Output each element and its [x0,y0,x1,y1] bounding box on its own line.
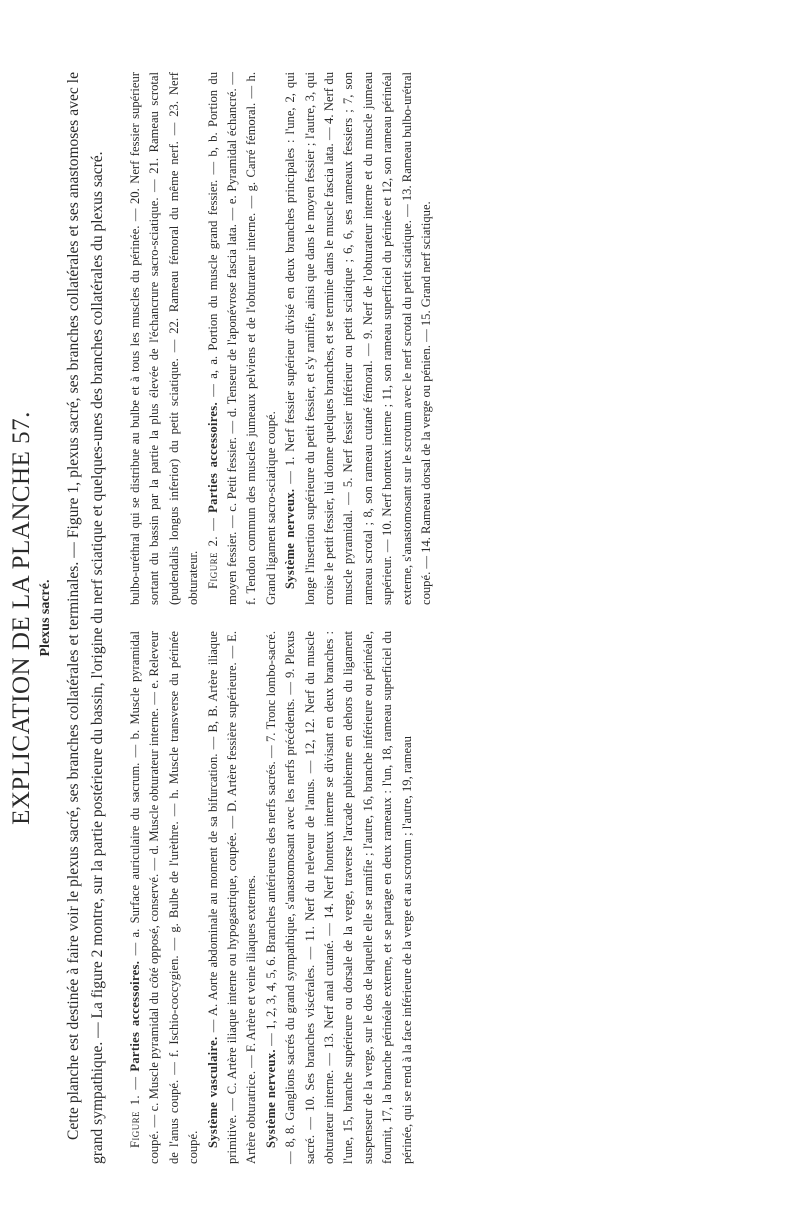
section-heading: Système nerveux. [263,1049,278,1148]
figure-label: Figure 1. [128,1095,142,1148]
page-title: EXPLICATION DE LA PLANCHE 57. [8,411,35,825]
left-column [126,631,437,1164]
two-column-body [126,72,437,1164]
paragraph-text: bulbo-uréthral qui se distribue au bulbe et à tous les muscles du périnée. — 20. Nerf fessier supérieur sortant du bassin par la partie la plus élevée de l'échancrure sacro-sciatique. — 21. Rameau scrotal (pudendalis longus inferior) du petit sciatique. — 22. Rameau fémoral du même nerf. — 23. Nerf obturateur. [128,72,201,605]
fig2-accessory-paragraph: Figure 2. — Parties accessoires. — a, a. Portion du muscle grand fessier. — b, b. Portion du moyen fessier. — c. Petit fessier. — d. Tenseur de l'aponévrose fascia lata. — e. Pyramidal échancré. — f. Tendon commun des muscles jumeaux pelviens et de l'obturateur interne. — g. Carré fémoral. — h. Grand ligament sacro-sciatique coupé. [205,72,278,605]
page-subtitle: Plexus sacré. [38,579,53,657]
section-heading: Parties accessoires. [205,402,220,513]
right-column [126,72,437,605]
fig1-vascular-paragraph [204,631,262,1164]
figure-label: Figure 2. [205,536,220,589]
intro-paragraph: Cette planche est destinée à faire voir le plexus sacré, ses branches collatérales et terminales. — Figure 1, plexus sacré, ses branches collatérales et ses anastomoses avec le grand sympathique. — La figure 2 montre, sur la partie postérieure du bassin, l'origine du nerf sciatique et quelques-unes des branches collatérales du plexus sacré. [65,72,106,1164]
paragraph-text: — 1, 2, 3, 4, 5, 6. Branches antérieures des nerfs sacrés. — 7. Tronc lombo-sacré. — 8, 8. Ganglions sacrés du grand sympathique, s'anastomosant avec les nerfs précédents. — 9. Plexus sacré. — 10. Ses branches viscérales. — 11. Nerf du releveur de l'anus. — 12, 12. Nerf du muscle obturateur interne. — 13. Nerf anal cutané. — 14. Nerf honteux interne se divisant en deux branches : l'une, 15, branche supérieure ou dorsale de la verge, traverse l'arcade pubienne en dehors du ligament suspenseur de la verge, sur le dos de laquelle elle se ramifie ; l'autre, 16, branche inférieure ou périnéale, fournit, 17, la branche périnéale externe, et se partage en deux rameaux : l'un, 18, rameau superficiel du périnée, qui se rend à la face inférieure de la verge et au scrotum ; l'autre, 19, rameau [263,631,414,1164]
section-heading: Système nerveux. [283,488,298,589]
paragraph-text: — a. Surface auriculaire du sacrum. — b. Muscle pyramidal coupé. — c. Muscle pyramidal du côté opposé, conservé. — d. Muscle obturateur interne. — e. Releveur de l'anus coupé. — f. Ischio-coccygien. — g. Bulbe de l'urèthre. — h. Muscle transverse du périnée coupé. [128,630,201,1164]
paragraph-text: — 1. Nerf fessier supérieur divisé en deux branches principales : l'une, 2, qui longe l'insertion supérieure du petit fessier, et s'y ramifie, ainsi que dans le moyen fessier ; l'autre, 3, qui croise le petit fessier, lui donne quelques branches, et se termine dans le muscle fascia lata. — 4. Nerf du muscle pyramidal. — 5. Nerf fessier inférieur ou petit sciatique ; 6, 6, ses rameaux fessiers ; 7, son rameau scrotal ; 8, son rameau cutané fémoral. — 9. Nerf de l'obturateur interne et du muscle jumeau supérieur. — 10. Nerf honteux interne ; 11, son rameau superficiel du périnée et 12, son rameau périnéal externe, s'anastomosant sur le scrotum avec le nerf scrotal du petit sciatique. — 13. Rameau bulbo-urétral coupé. — 14. Rameau dorsal de la verge ou pénien. — 15. Grand nerf sciatique. [283,72,434,605]
fig1-continued-paragraph [126,72,204,605]
paragraph-text: — A. Aorte abdominale au moment de sa bifurcation. — B, B. Artère iliaque primitive. — C. Artère iliaque interne ou hypogastrique, coupée. — D. Artère fessière supérieure. — E. Artère obturatrice. — F. Artère et veine iliaques externes. [205,631,259,1164]
section-heading: Parties accessoires. [128,960,142,1072]
fig1-accessory-paragraph: Figure 1. — Parties accessoires. — a. Surface auriculaire du sacrum. — b. Muscle pyramidal coupé. — c. Muscle pyramidal du côté opposé, conservé. — d. Muscle obturateur interne. — e. Releveur de l'anus coupé. — f. Ischio-coccygien. — g. Bulbe de l'urèthre. — h. Muscle transverse du périnée coupé. [128,630,201,1164]
paragraph-text: — a, a. Portion du muscle grand fessier. — b, b. Portion du moyen fessier. — c. Petit fessier. — d. Tenseur de l'aponévrose fascia lata. — e. Pyramidal échancré. — f. Tendon commun des muscles jumeaux pelviens et de l'obturateur interne. — g. Carré fémoral. — h. Grand ligament sacro-sciatique coupé. [205,72,278,605]
fig1-nervous-paragraph [262,631,417,1164]
fig2-nervous-paragraph [281,72,436,605]
section-heading: Système vasculaire. [205,1036,220,1148]
